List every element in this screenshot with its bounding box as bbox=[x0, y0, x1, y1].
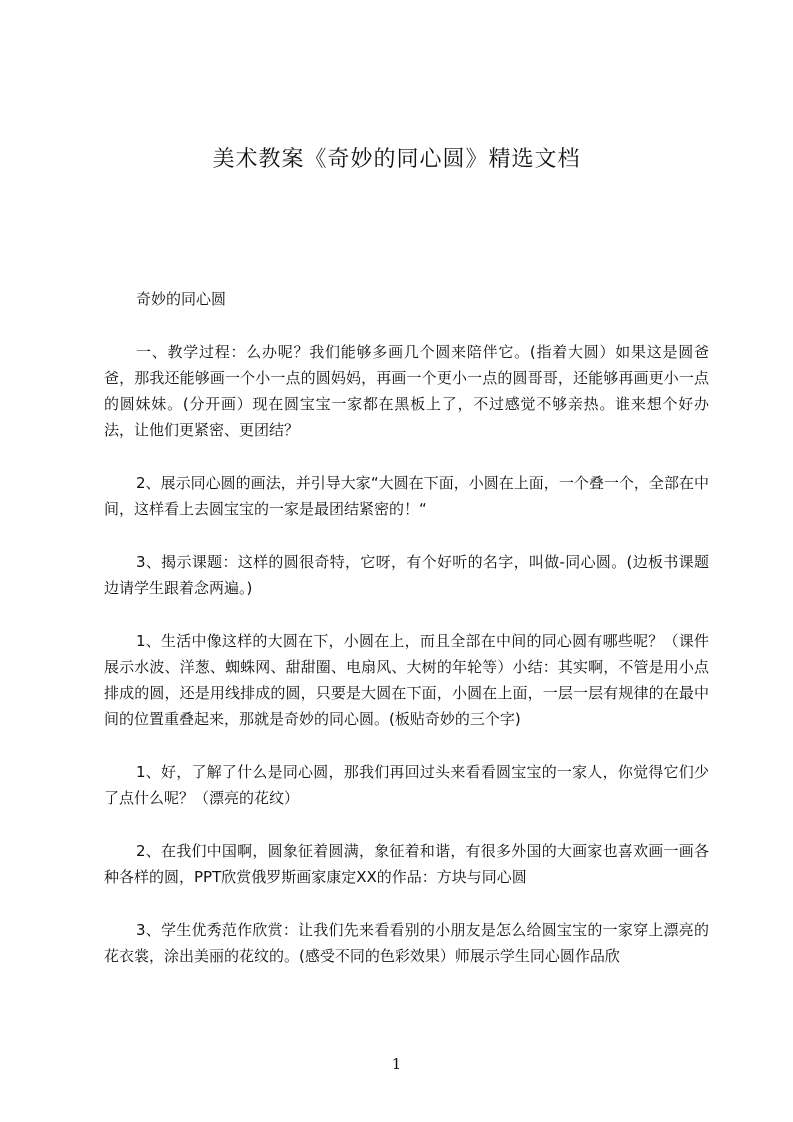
page-number: 1 bbox=[391, 1055, 402, 1073]
paragraph-artwork-appreciation: 2、在我们中国啊，圆象征着圆满，象征着和谐，有很多外国的大画家也喜欢画一画各种各样的圆，PPT欣赏俄罗斯画家康定XX的作品：方块与同心圆 bbox=[104, 842, 709, 886]
document-body bbox=[104, 286, 709, 996]
document-title: 美术教案《奇妙的同心圆》精选文档 bbox=[212, 147, 581, 172]
paragraph-reveal-topic: 3、揭示课题：这样的圆很奇特，它呀，有个好听的名字，叫做-同心圆。(边板书课题边请学生跟着念两遍。) bbox=[104, 553, 709, 597]
paragraph-life-examples: 1、生活中像这样的大圆在下，小圆在上，而且全部在中间的同心圆有哪些呢？（课件展示水波、洋葱、蜘蛛网、甜甜圈、电扇风、大树的年轮等）小结：其实啊，不管是用小点排成的圆，还是用线排成的圆，只要是大圆在下面，小圆在上面，一层一层有规律的在最中间的位置重叠起来，那就是奇妙的同心圆。(板贴奇妙的三个字) bbox=[104, 632, 709, 728]
paragraph-teaching-process: 一、教学过程：么办呢？我们能够多画几个圆来陪伴它。(指着大圆）如果这是圆爸爸，那我还能够画一个小一点的圆妈妈，再画一个更小一点的圆哥哥，还能够再画更小一点的圆妹妹。(分开画）现在圆宝宝一家都在黑板上了，不过感觉不够亲热。谁来想个好办法，让他们更紧密、更团结？ bbox=[104, 343, 709, 439]
paragraph-concentric-drawing-method: 2、展示同心圆的画法，并引导大家“大圆在下面，小圆在上面，一个叠一个，全部在中间，这样看上去圆宝宝的一家是最团结紧密的！“ bbox=[104, 474, 709, 518]
paragraph-student-works: 3、学生优秀范作欣赏：让我们先来看看别的小朋友是怎么给圆宝宝的一家穿上漂亮的花衣裳，涂出美丽的花纹的。(感受不同的色彩效果）师展示学生同心圆作品欣 bbox=[104, 921, 709, 965]
paragraph-patterns-question: 1、好，了解了什么是同心圆，那我们再回过头来看看圆宝宝的一家人，你觉得它们少了点什么呢？（漂亮的花纹） bbox=[104, 763, 709, 807]
section-subtitle: 奇妙的同心圆 bbox=[136, 290, 227, 308]
